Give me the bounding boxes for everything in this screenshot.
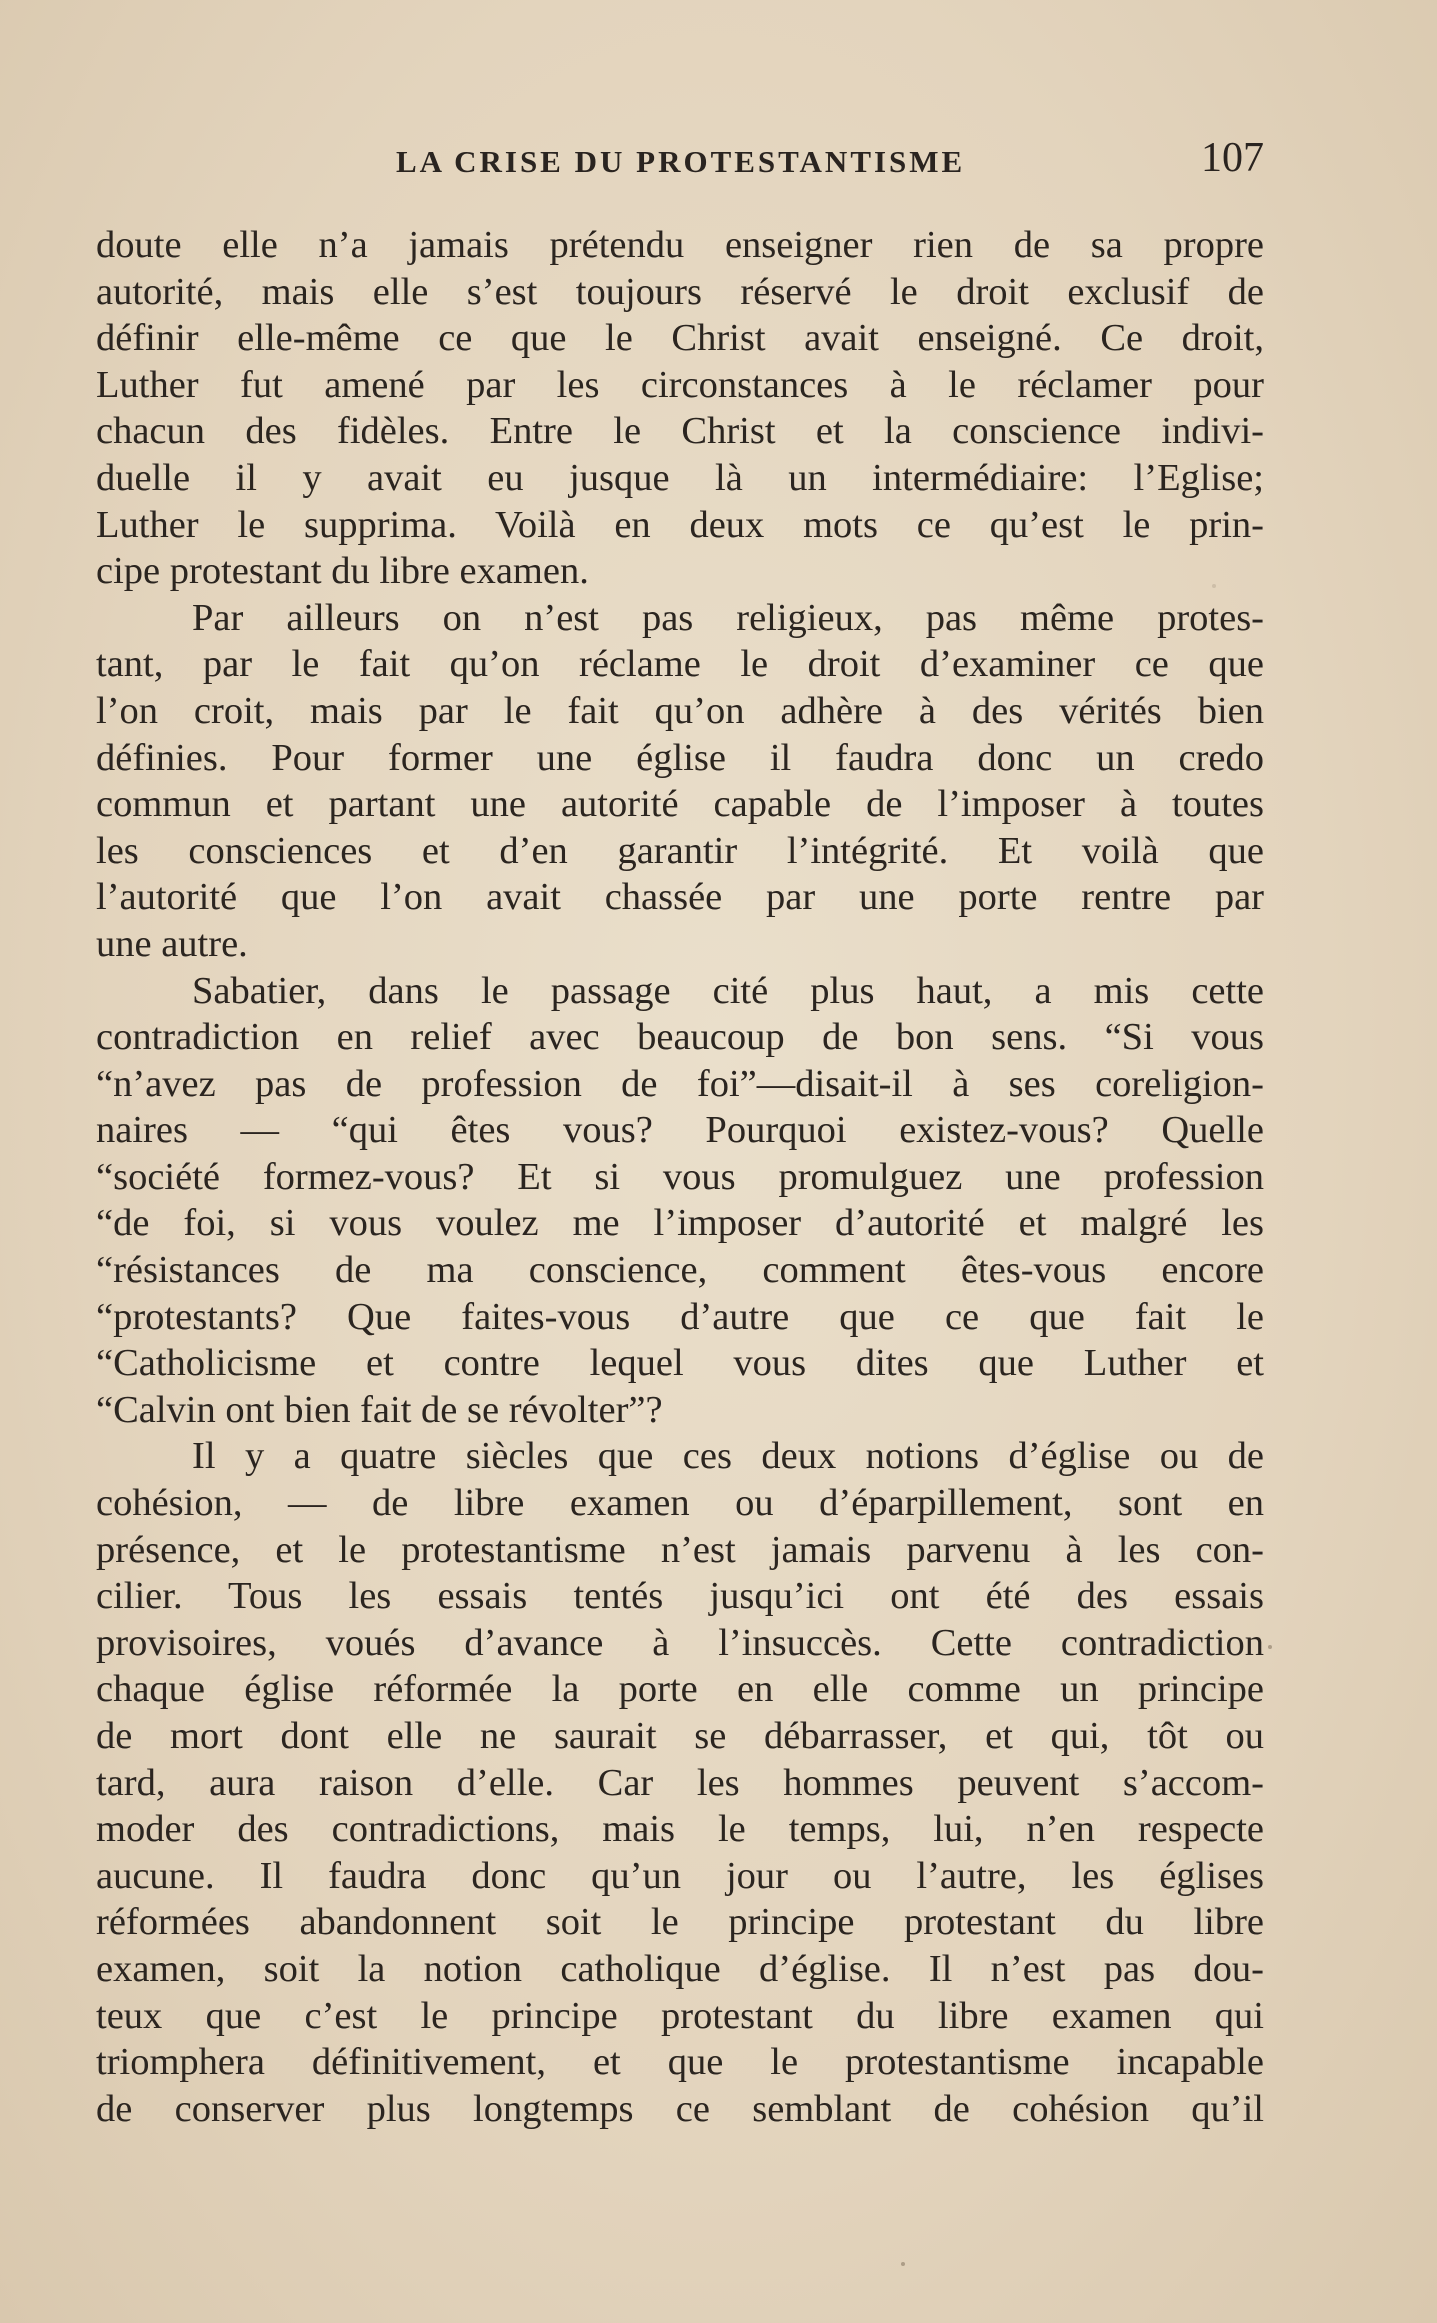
text-line: définies. Pour former une église il faudra donc un credo (96, 736, 1264, 779)
paper-speck (901, 2262, 905, 2266)
text-line: chaque église réformée la porte en elle comme un principe (96, 1668, 1264, 1711)
text-line: “Calvin ont bien fait de se révolter”? (96, 1388, 663, 1431)
paragraph-4 (96, 1433, 1264, 2132)
text-line: cipe protestant du libre examen. (96, 550, 589, 593)
text-line: moder des contradictions, mais le temps, lui, n’en respecte (96, 1808, 1264, 1851)
body-text (96, 222, 1264, 2132)
paper-speck (1268, 1645, 1272, 1649)
paragraph-3 (96, 968, 1264, 1434)
text-line: Luther le supprima. Voilà en deux mots ce qu’est le prin- (96, 503, 1264, 546)
text-line: définir elle-même ce que le Christ avait enseigné. Ce droit, (96, 317, 1264, 360)
page-header (96, 130, 1264, 190)
text-line: “société formez-vous? Et si vous promulguez une profession (96, 1155, 1264, 1198)
text-line: Par ailleurs on n’est pas religieux, pas même protes- (192, 596, 1264, 639)
text-line: duelle il y avait eu jusque là un intermédiaire: l’Eglise; (96, 456, 1264, 499)
text-line: examen, soit la notion catholique d’église. Il n’est pas dou- (96, 1947, 1264, 1990)
paper-speck (1212, 584, 1216, 588)
text-line: cilier. Tous les essais tentés jusqu’ici ont été des essais (96, 1575, 1264, 1618)
text-line: provisoires, voués d’avance à l’insuccès. Cette contradiction (96, 1621, 1264, 1664)
text-line: tant, par le fait qu’on réclame le droit d’examiner ce que (96, 643, 1264, 686)
text-line: teux que c’est le principe protestant du libre examen qui (96, 1994, 1264, 2037)
paragraph-1 (96, 222, 1264, 595)
text-line: les consciences et d’en garantir l’intégrité. Et voilà que (96, 829, 1264, 872)
text-line: réformées abandonnent soit le principe protestant du libre (96, 1901, 1264, 1944)
text-line: Il y a quatre siècles que ces deux notions d’église ou de (192, 1435, 1264, 1478)
text-line: chacun des fidèles. Entre le Christ et la conscience indivi- (96, 410, 1264, 453)
text-line: naires — “qui êtes vous? Pourquoi existez-vous? Quelle (96, 1109, 1264, 1152)
text-line: “Catholicisme et contre lequel vous dites que Luther et (96, 1342, 1264, 1385)
text-line: Luther fut amené par les circonstances à le réclamer pour (96, 363, 1264, 406)
text-line: “de foi, si vous voulez me l’imposer d’autorité et malgré les (96, 1202, 1264, 1245)
text-line: présence, et le protestantisme n’est jamais parvenu à les con- (96, 1528, 1264, 1571)
page-number: 107 (1201, 135, 1264, 181)
paragraph-2 (96, 595, 1264, 968)
text-line: de mort dont elle ne saurait se débarrasser, et qui, tôt ou (96, 1715, 1264, 1757)
text-line: l’on croit, mais par le fait qu’on adhère à des vérités bien (96, 689, 1264, 732)
text-line: contradiction en relief avec beaucoup de bon sens. “Si vous (96, 1016, 1264, 1059)
text-line: “résistances de ma conscience, comment êtes-vous encore (96, 1249, 1264, 1292)
text-line: “protestants? Que faites-vous d’autre que ce que fait le (96, 1295, 1264, 1338)
text-line: une autre. (96, 922, 248, 965)
text-line: autorité, mais elle s’est toujours réservé le droit exclusif de (96, 270, 1264, 313)
running-title: LA CRISE DU PROTESTANTISME (396, 144, 966, 179)
text-line: commun et partant une autorité capable de l’imposer à toutes (96, 783, 1264, 826)
text-line: Sabatier, dans le passage cité plus haut, a mis cette (192, 969, 1264, 1012)
text-line: aucune. Il faudra donc qu’un jour ou l’autre, les églises (96, 1854, 1264, 1897)
text-line: de conserver plus longtemps ce semblant de cohésion qu’il (96, 2087, 1264, 2130)
text-line: tard, aura raison d’elle. Car les hommes peuvent s’accom- (96, 1761, 1264, 1804)
text-line: l’autorité que l’on avait chassée par une porte rentre par (96, 876, 1264, 919)
text-line: doute elle n’a jamais prétendu enseigner rien de sa propre (96, 224, 1264, 266)
text-line: “n’avez pas de profession de foi”—disait-il à ses coreligion- (96, 1062, 1264, 1105)
text-line: cohésion, — de libre examen ou d’éparpillement, sont en (96, 1482, 1264, 1525)
text-line: triomphera définitivement, et que le protestantisme incapable (96, 2041, 1264, 2084)
